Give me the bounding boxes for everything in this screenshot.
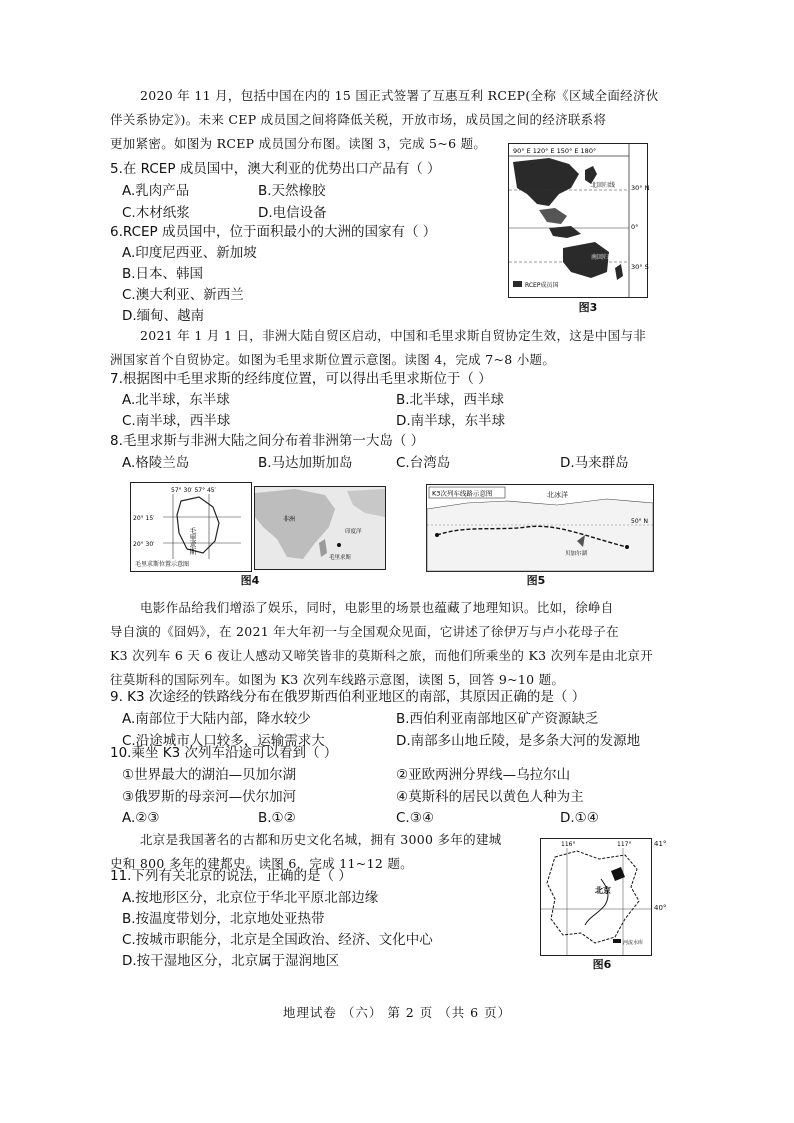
fig4-lat-1: 20° 15′ bbox=[133, 515, 155, 522]
fig4-africa-label: 非洲 bbox=[283, 516, 296, 523]
fig3-top-labels: 90° E 120° E 150° E 180° bbox=[513, 147, 597, 155]
q6-option-d[interactable]: D.缅甸、越南 bbox=[122, 308, 205, 324]
q6-option-c[interactable]: C.澳大利亚、新西兰 bbox=[122, 287, 244, 303]
fig5-sea-label: 北冰洋 bbox=[547, 491, 568, 499]
question-5-stem: 5.在 RCEP 成员国中，澳大利亚的优势出口产品有（ ） bbox=[110, 161, 441, 177]
figure-4-mauritius-detail bbox=[130, 482, 252, 572]
fig3-tropic-capricorn: 南回归线 bbox=[591, 254, 616, 261]
intro-k3-line2: 导自演的《囧妈》，在 2021 年大年初一与全国观众见面，它讲述了徐伊万与卢小花母子在 bbox=[110, 624, 619, 639]
fig6-legend: 河流水库 bbox=[623, 940, 644, 946]
q6-option-b[interactable]: B.日本、韩国 bbox=[122, 266, 204, 282]
intro-k3-line3: K3 次列车 6 天 6 夜让人感动又啼笑皆非的莫斯科之旅，而他们所乘坐的 K3 次列车是由北京开 bbox=[110, 648, 654, 663]
q11-option-d[interactable]: D.按干湿地区分，北京属于湿润地区 bbox=[122, 953, 340, 969]
fig4-lat-2: 20° 30′ bbox=[133, 541, 155, 548]
question-11-stem: 11.下列有关北京的说法，正确的是（ ） bbox=[110, 868, 352, 884]
figure-4-africa-map bbox=[254, 486, 386, 570]
q9-option-c[interactable]: C.沿途城市人口较多，运输需求大 bbox=[122, 733, 325, 749]
intro-mauritius bbox=[110, 324, 710, 372]
figure-5-k3-route-map bbox=[426, 484, 654, 572]
figure-4-caption: 图4 bbox=[240, 574, 260, 587]
figure-6-beijing-map bbox=[540, 838, 652, 956]
q10-option-c[interactable]: C.③④ bbox=[396, 810, 434, 826]
q5-option-c[interactable]: C.木材纸浆 bbox=[122, 205, 190, 221]
fig3-new-zealand bbox=[615, 264, 623, 280]
q10-statement-1: ①世界最大的湖泊—贝加尔湖 bbox=[122, 767, 297, 783]
fig4-mauritius-marker bbox=[337, 543, 341, 547]
q9-option-a[interactable]: A.南部位于大陆内部，降水较少 bbox=[122, 711, 311, 727]
fig4-island-label: 毛里求斯 bbox=[189, 527, 197, 555]
figure-6-caption: 图6 bbox=[592, 958, 612, 971]
fig6-city-label: 北京 bbox=[595, 886, 611, 895]
q10-statement-3: ③俄罗斯的母亲河—伏尔加河 bbox=[122, 789, 297, 805]
fig4-longitudes: 57° 30′ 57° 45′ bbox=[171, 487, 216, 494]
fig6-lat-2: 40° bbox=[654, 904, 667, 912]
intro-rcep-line2: 伴关系协定》)。未来 CEP 成员国之间将降低关税，开放市场，成员国之间的经济联系将 bbox=[110, 112, 607, 127]
fig5-moscow-marker bbox=[435, 533, 439, 537]
fig4-island-outline bbox=[177, 497, 219, 553]
fig4-sea-label: 印度洋 bbox=[345, 529, 362, 535]
q8-option-d[interactable]: D.马来群岛 bbox=[560, 455, 629, 471]
figure-3-caption: 图3 bbox=[578, 301, 598, 314]
intro-mauritius-line1: 2021 年 1 月 1 日，非洲大陆自贸区启动，中国和毛里求斯自贸协定生效，这是中国与非 bbox=[140, 328, 647, 343]
q8-option-c[interactable]: C.台湾岛 bbox=[396, 455, 451, 471]
question-8-stem: 8.毛里求斯与非洲大陆之间分布着非洲第一大岛（ ） bbox=[110, 433, 425, 449]
intro-rcep-line1: 2020 年 11 月，包括中国在内的 15 国正式签署了互惠互利 RCEP(全称《区域全面经济伙 bbox=[140, 88, 659, 103]
q5-option-b[interactable]: B.天然橡胶 bbox=[258, 183, 326, 199]
q7-option-c[interactable]: C.南半球，西半球 bbox=[122, 413, 231, 429]
q7-option-d[interactable]: D.南半球，东半球 bbox=[396, 413, 506, 429]
intro-k3-line4: 往莫斯科的国际列车。如图为 K3 次列车线路示意图，读图 5，回答 9~10 题。 bbox=[110, 672, 565, 687]
question-7-stem: 7.根据图中毛里求斯的经纬度位置，可以得出毛里求斯位于（ ） bbox=[110, 371, 492, 387]
q5-option-d[interactable]: D.电信设备 bbox=[258, 205, 327, 221]
fig3-legend: RCEP成员国 bbox=[525, 282, 559, 289]
q10-option-d[interactable]: D.①④ bbox=[560, 810, 599, 826]
question-10-stem: 10.乘坐 K3 次列车沿途可以看到（ ） bbox=[110, 745, 338, 761]
q10-option-a[interactable]: A.②③ bbox=[122, 810, 160, 826]
q11-option-b[interactable]: B.按温度带划分，北京地处亚热带 bbox=[122, 911, 325, 927]
fig3-lat-30s: 30° S bbox=[631, 263, 649, 271]
fig6-lon-2: 117° bbox=[617, 841, 632, 848]
q8-option-b[interactable]: B.马达加斯加岛 bbox=[258, 455, 353, 471]
intro-beijing-line1: 北京是我国著名的古都和历史文化名城，拥有 3000 多年的建城 bbox=[140, 832, 502, 847]
figure-3-rcep-map bbox=[508, 143, 648, 298]
fig6-beijing-boundary bbox=[547, 851, 639, 943]
fig5-title: K3次列车线路示意图 bbox=[432, 489, 493, 498]
intro-beijing-line2: 史和 800 多年的建都史。读图 6，完成 11~12 题。 bbox=[110, 856, 413, 871]
fig3-southeast-asia bbox=[539, 208, 567, 224]
fig5-lat-label: 50° N bbox=[631, 518, 649, 525]
fig5-beijing-marker bbox=[625, 545, 629, 549]
q10-statement-4: ④莫斯科的居民以黄色人种为主 bbox=[396, 789, 584, 805]
intro-rcep-line3: 更加紧密。如图为 RCEP 成员国分布图。读图 3，完成 5~6 题。 bbox=[110, 136, 487, 151]
intro-k3-line1: 电影作品给我们增添了娱乐，同时，电影里的场景也蕴藏了地理知识。比如，徐峥自 bbox=[140, 600, 614, 615]
intro-mauritius-line2: 洲国家首个自贸协定。如图为毛里求斯位置示意图。读图 4，完成 7~8 小题。 bbox=[110, 352, 556, 367]
q6-option-a[interactable]: A.印度尼西亚、新加坡 bbox=[122, 245, 257, 261]
fig6-lon-1: 116° bbox=[561, 841, 576, 848]
q10-option-b[interactable]: B.①② bbox=[258, 810, 296, 826]
q9-option-b[interactable]: B.西伯利亚南部地区矿产资源缺乏 bbox=[396, 711, 599, 727]
q9-option-d[interactable]: D.南部多山地丘陵，是多条大河的发源地 bbox=[396, 733, 641, 749]
fig5-lake-label: 贝加尔湖 bbox=[565, 551, 588, 557]
q7-option-a[interactable]: A.北半球，东半球 bbox=[122, 392, 230, 408]
page-footer: 地理试卷 （六） 第 2 页 （共 6 页） bbox=[282, 1005, 512, 1020]
fig3-lat-0: 0° bbox=[631, 223, 639, 231]
q11-option-c[interactable]: C.按城市职能分，北京是全国政治、经济、文化中心 bbox=[122, 932, 433, 948]
intro-k3-train bbox=[110, 596, 710, 692]
fig4-title: 毛里求斯位置示意图 bbox=[135, 561, 190, 568]
question-9-stem: 9. K3 次途经的铁路线分布在俄罗斯西伯利亚地区的南部，其原因正确的是（ ） bbox=[110, 689, 586, 705]
q7-option-b[interactable]: B.北半球，西半球 bbox=[396, 392, 505, 408]
question-6-stem: 6.RCEP 成员国中，位于面积最小的大洲的国家有（ ） bbox=[110, 224, 437, 240]
fig3-china-landmass bbox=[513, 158, 579, 206]
q8-option-a[interactable]: A.格陵兰岛 bbox=[122, 455, 190, 471]
q11-option-a[interactable]: A.按地形区分，北京位于华北平原北部边缘 bbox=[122, 890, 379, 906]
figure-5-caption: 图5 bbox=[526, 574, 546, 587]
fig3-lat-30n: 30° N bbox=[631, 184, 650, 192]
fig4-mauritius-label: 毛里求斯 bbox=[329, 555, 352, 561]
fig6-lat-1: 41° bbox=[654, 840, 667, 848]
q10-statement-2: ②亚欧两洲分界线—乌拉尔山 bbox=[396, 767, 571, 783]
q5-option-a[interactable]: A.乳肉产品 bbox=[122, 183, 190, 199]
fig3-tropic-cancer: 北回归线 bbox=[591, 182, 616, 189]
